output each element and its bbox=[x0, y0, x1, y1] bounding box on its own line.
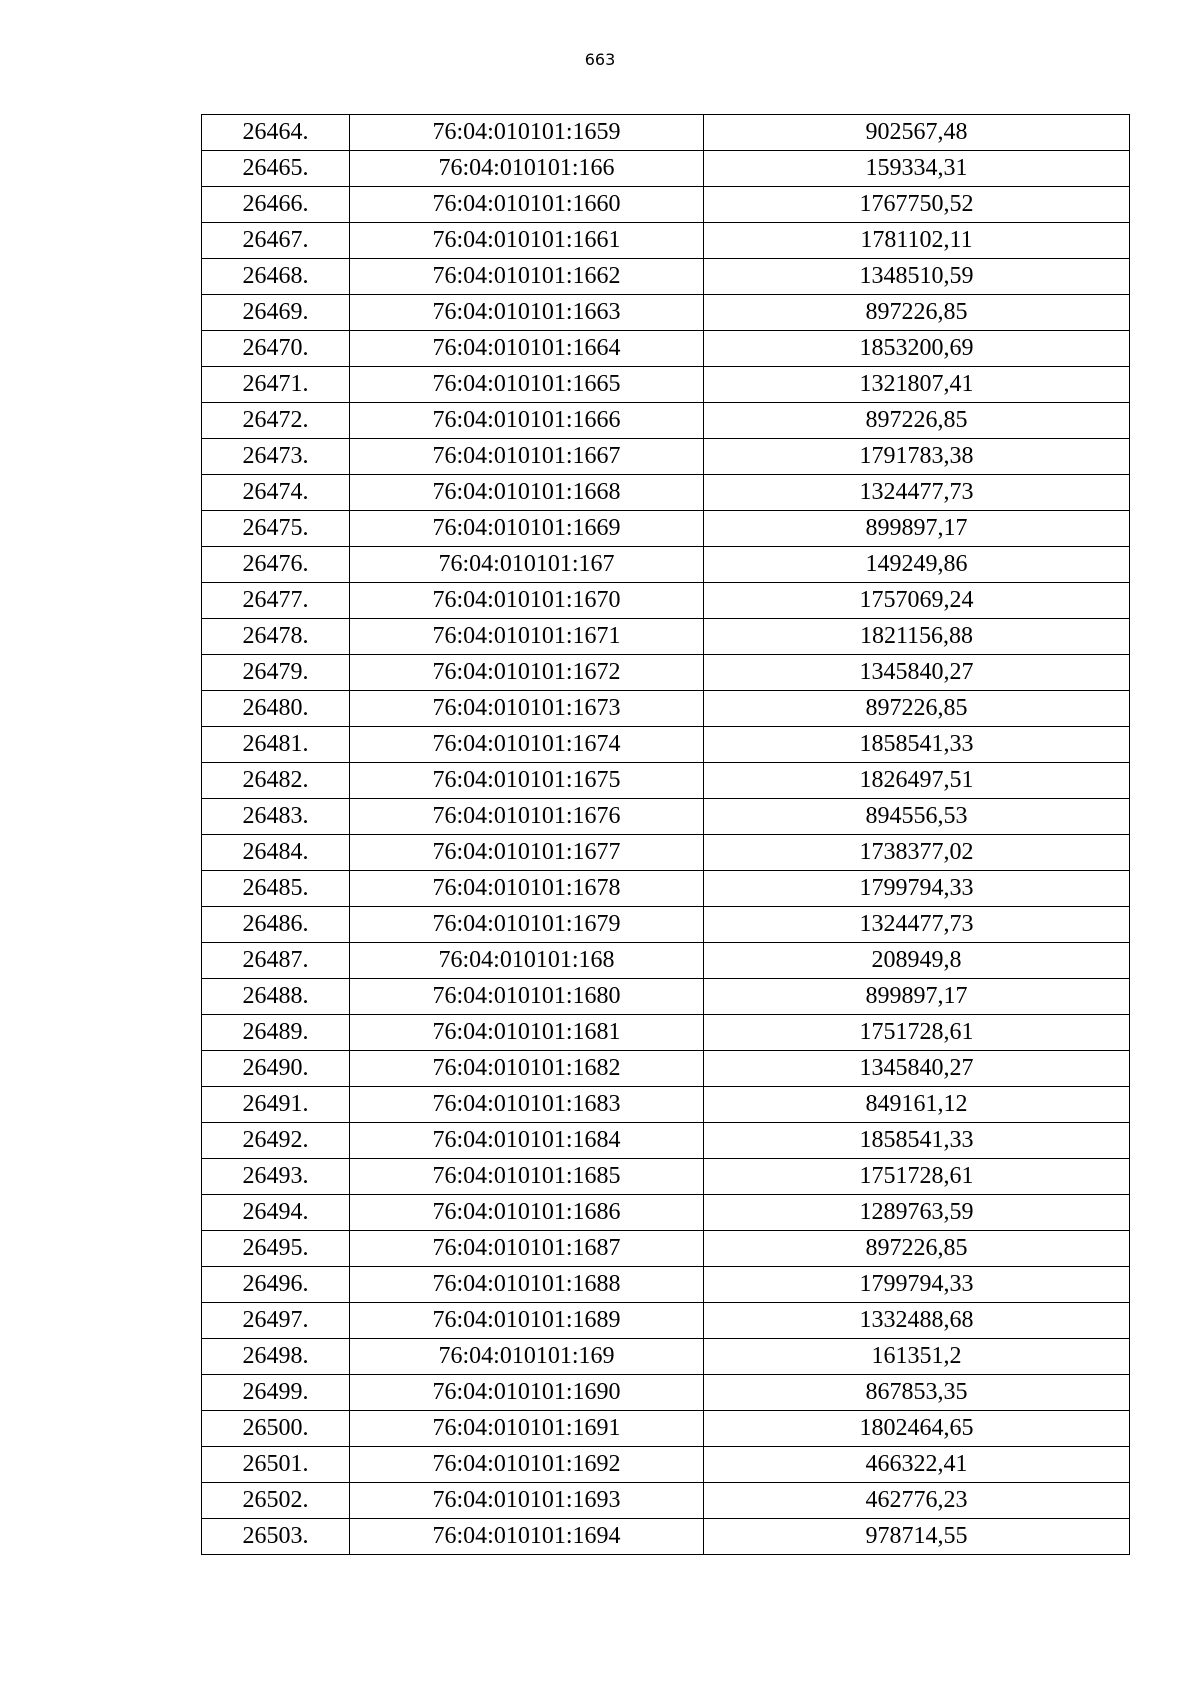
cadastral-number-cell: 76:04:010101:1672 bbox=[350, 655, 704, 691]
table-row bbox=[202, 691, 1130, 727]
value-cell: 897226,85 bbox=[704, 295, 1130, 331]
table-row bbox=[202, 1087, 1130, 1123]
table-row bbox=[202, 187, 1130, 223]
value-cell: 462776,23 bbox=[704, 1483, 1130, 1519]
cadastral-number-cell: 76:04:010101:1668 bbox=[350, 475, 704, 511]
row-number-cell: 26487. bbox=[202, 943, 350, 979]
page-number: 663 bbox=[584, 50, 616, 69]
row-number-cell: 26499. bbox=[202, 1375, 350, 1411]
value-cell: 1799794,33 bbox=[704, 1267, 1130, 1303]
table-row bbox=[202, 331, 1130, 367]
cadastral-number-cell: 76:04:010101:1666 bbox=[350, 403, 704, 439]
value-cell: 1738377,02 bbox=[704, 835, 1130, 871]
row-number-cell: 26500. bbox=[202, 1411, 350, 1447]
value-cell: 1853200,69 bbox=[704, 331, 1130, 367]
cadastral-number-cell: 76:04:010101:1693 bbox=[350, 1483, 704, 1519]
row-number-cell: 26498. bbox=[202, 1339, 350, 1375]
table-row bbox=[202, 547, 1130, 583]
table-row bbox=[202, 1483, 1130, 1519]
table-row bbox=[202, 1159, 1130, 1195]
value-cell: 1826497,51 bbox=[704, 763, 1130, 799]
cadastral-number-cell: 76:04:010101:1673 bbox=[350, 691, 704, 727]
cadastral-number-cell: 76:04:010101:1688 bbox=[350, 1267, 704, 1303]
table-row bbox=[202, 223, 1130, 259]
cadastral-number-cell: 76:04:010101:1685 bbox=[350, 1159, 704, 1195]
row-number-cell: 26478. bbox=[202, 619, 350, 655]
row-number-cell: 26470. bbox=[202, 331, 350, 367]
table-row bbox=[202, 439, 1130, 475]
value-cell: 867853,35 bbox=[704, 1375, 1130, 1411]
table-row bbox=[202, 1051, 1130, 1087]
table-row bbox=[202, 979, 1130, 1015]
value-cell: 1321807,41 bbox=[704, 367, 1130, 403]
row-number-cell: 26473. bbox=[202, 439, 350, 475]
value-cell: 1858541,33 bbox=[704, 1123, 1130, 1159]
value-cell: 902567,48 bbox=[704, 115, 1130, 151]
row-number-cell: 26492. bbox=[202, 1123, 350, 1159]
table-row bbox=[202, 1411, 1130, 1447]
row-number-cell: 26482. bbox=[202, 763, 350, 799]
row-number-cell: 26484. bbox=[202, 835, 350, 871]
row-number-cell: 26476. bbox=[202, 547, 350, 583]
cadastral-number-cell: 76:04:010101:1677 bbox=[350, 835, 704, 871]
row-number-cell: 26469. bbox=[202, 295, 350, 331]
cadastral-number-cell: 76:04:010101:1661 bbox=[350, 223, 704, 259]
row-number-cell: 26475. bbox=[202, 511, 350, 547]
cadastral-number-cell: 76:04:010101:1667 bbox=[350, 439, 704, 475]
row-number-cell: 26481. bbox=[202, 727, 350, 763]
value-cell: 1767750,52 bbox=[704, 187, 1130, 223]
row-number-cell: 26493. bbox=[202, 1159, 350, 1195]
table-row bbox=[202, 727, 1130, 763]
cadastral-number-cell: 76:04:010101:1669 bbox=[350, 511, 704, 547]
cadastral-number-cell: 76:04:010101:1671 bbox=[350, 619, 704, 655]
table-row bbox=[202, 1447, 1130, 1483]
value-cell: 1751728,61 bbox=[704, 1015, 1130, 1051]
table-row bbox=[202, 1339, 1130, 1375]
table-row bbox=[202, 1195, 1130, 1231]
row-number-cell: 26480. bbox=[202, 691, 350, 727]
cadastral-value-table bbox=[201, 114, 1130, 1555]
table-row bbox=[202, 151, 1130, 187]
row-number-cell: 26501. bbox=[202, 1447, 350, 1483]
value-cell: 897226,85 bbox=[704, 1231, 1130, 1267]
table-row bbox=[202, 835, 1130, 871]
row-number-cell: 26502. bbox=[202, 1483, 350, 1519]
table-body bbox=[202, 115, 1130, 1555]
value-cell: 1345840,27 bbox=[704, 655, 1130, 691]
value-cell: 1821156,88 bbox=[704, 619, 1130, 655]
row-number-cell: 26486. bbox=[202, 907, 350, 943]
value-cell: 899897,17 bbox=[704, 979, 1130, 1015]
table-row bbox=[202, 583, 1130, 619]
table-row bbox=[202, 367, 1130, 403]
value-cell: 897226,85 bbox=[704, 691, 1130, 727]
value-cell: 208949,8 bbox=[704, 943, 1130, 979]
value-cell: 849161,12 bbox=[704, 1087, 1130, 1123]
cadastral-number-cell: 76:04:010101:1659 bbox=[350, 115, 704, 151]
cadastral-number-cell: 76:04:010101:1680 bbox=[350, 979, 704, 1015]
value-cell: 1802464,65 bbox=[704, 1411, 1130, 1447]
value-cell: 1751728,61 bbox=[704, 1159, 1130, 1195]
cadastral-number-cell: 76:04:010101:1675 bbox=[350, 763, 704, 799]
cadastral-number-cell: 76:04:010101:1681 bbox=[350, 1015, 704, 1051]
value-cell: 1757069,24 bbox=[704, 583, 1130, 619]
cadastral-number-cell: 76:04:010101:167 bbox=[350, 547, 704, 583]
row-number-cell: 26503. bbox=[202, 1519, 350, 1555]
cadastral-number-cell: 76:04:010101:1676 bbox=[350, 799, 704, 835]
cadastral-number-cell: 76:04:010101:1674 bbox=[350, 727, 704, 763]
cadastral-number-cell: 76:04:010101:1690 bbox=[350, 1375, 704, 1411]
table-row bbox=[202, 763, 1130, 799]
value-cell: 1324477,73 bbox=[704, 907, 1130, 943]
cadastral-number-cell: 76:04:010101:1694 bbox=[350, 1519, 704, 1555]
cadastral-number-cell: 76:04:010101:1679 bbox=[350, 907, 704, 943]
value-cell: 1348510,59 bbox=[704, 259, 1130, 295]
cadastral-number-cell: 76:04:010101:1692 bbox=[350, 1447, 704, 1483]
value-cell: 466322,41 bbox=[704, 1447, 1130, 1483]
cadastral-number-cell: 76:04:010101:166 bbox=[350, 151, 704, 187]
value-cell: 1858541,33 bbox=[704, 727, 1130, 763]
table-row bbox=[202, 907, 1130, 943]
row-number-cell: 26488. bbox=[202, 979, 350, 1015]
row-number-cell: 26485. bbox=[202, 871, 350, 907]
table-row bbox=[202, 403, 1130, 439]
value-cell: 1324477,73 bbox=[704, 475, 1130, 511]
row-number-cell: 26491. bbox=[202, 1087, 350, 1123]
cadastral-number-cell: 76:04:010101:1664 bbox=[350, 331, 704, 367]
table-row bbox=[202, 1303, 1130, 1339]
table-row bbox=[202, 1519, 1130, 1555]
cadastral-number-cell: 76:04:010101:1662 bbox=[350, 259, 704, 295]
value-cell: 1791783,38 bbox=[704, 439, 1130, 475]
row-number-cell: 26465. bbox=[202, 151, 350, 187]
cadastral-number-cell: 76:04:010101:1660 bbox=[350, 187, 704, 223]
table-row bbox=[202, 1231, 1130, 1267]
cadastral-number-cell: 76:04:010101:1689 bbox=[350, 1303, 704, 1339]
row-number-cell: 26497. bbox=[202, 1303, 350, 1339]
value-cell: 161351,2 bbox=[704, 1339, 1130, 1375]
table-row bbox=[202, 475, 1130, 511]
table-row bbox=[202, 1123, 1130, 1159]
table-row bbox=[202, 655, 1130, 691]
row-number-cell: 26489. bbox=[202, 1015, 350, 1051]
cadastral-number-cell: 76:04:010101:1670 bbox=[350, 583, 704, 619]
row-number-cell: 26494. bbox=[202, 1195, 350, 1231]
table-row bbox=[202, 115, 1130, 151]
cadastral-number-cell: 76:04:010101:1684 bbox=[350, 1123, 704, 1159]
row-number-cell: 26464. bbox=[202, 115, 350, 151]
value-cell: 978714,55 bbox=[704, 1519, 1130, 1555]
row-number-cell: 26496. bbox=[202, 1267, 350, 1303]
value-cell: 899897,17 bbox=[704, 511, 1130, 547]
row-number-cell: 26467. bbox=[202, 223, 350, 259]
row-number-cell: 26466. bbox=[202, 187, 350, 223]
table-row bbox=[202, 619, 1130, 655]
value-cell: 894556,53 bbox=[704, 799, 1130, 835]
row-number-cell: 26472. bbox=[202, 403, 350, 439]
value-cell: 1799794,33 bbox=[704, 871, 1130, 907]
table-row bbox=[202, 259, 1130, 295]
value-cell: 1345840,27 bbox=[704, 1051, 1130, 1087]
row-number-cell: 26468. bbox=[202, 259, 350, 295]
cadastral-number-cell: 76:04:010101:168 bbox=[350, 943, 704, 979]
table-row bbox=[202, 295, 1130, 331]
table-row bbox=[202, 1375, 1130, 1411]
cadastral-number-cell: 76:04:010101:1686 bbox=[350, 1195, 704, 1231]
row-number-cell: 26477. bbox=[202, 583, 350, 619]
table-row bbox=[202, 511, 1130, 547]
row-number-cell: 26479. bbox=[202, 655, 350, 691]
row-number-cell: 26471. bbox=[202, 367, 350, 403]
row-number-cell: 26474. bbox=[202, 475, 350, 511]
cadastral-number-cell: 76:04:010101:1682 bbox=[350, 1051, 704, 1087]
table-row bbox=[202, 871, 1130, 907]
cadastral-number-cell: 76:04:010101:1665 bbox=[350, 367, 704, 403]
cadastral-number-cell: 76:04:010101:1687 bbox=[350, 1231, 704, 1267]
cadastral-number-cell: 76:04:010101:1683 bbox=[350, 1087, 704, 1123]
cadastral-number-cell: 76:04:010101:169 bbox=[350, 1339, 704, 1375]
row-number-cell: 26495. bbox=[202, 1231, 350, 1267]
row-number-cell: 26490. bbox=[202, 1051, 350, 1087]
row-number-cell: 26483. bbox=[202, 799, 350, 835]
value-cell: 159334,31 bbox=[704, 151, 1130, 187]
table-row bbox=[202, 1267, 1130, 1303]
value-cell: 1781102,11 bbox=[704, 223, 1130, 259]
cadastral-number-cell: 76:04:010101:1691 bbox=[350, 1411, 704, 1447]
value-cell: 149249,86 bbox=[704, 547, 1130, 583]
cadastral-number-cell: 76:04:010101:1678 bbox=[350, 871, 704, 907]
cadastral-number-cell: 76:04:010101:1663 bbox=[350, 295, 704, 331]
table-row bbox=[202, 943, 1130, 979]
table-row bbox=[202, 799, 1130, 835]
table-row bbox=[202, 1015, 1130, 1051]
value-cell: 897226,85 bbox=[704, 403, 1130, 439]
value-cell: 1332488,68 bbox=[704, 1303, 1130, 1339]
value-cell: 1289763,59 bbox=[704, 1195, 1130, 1231]
